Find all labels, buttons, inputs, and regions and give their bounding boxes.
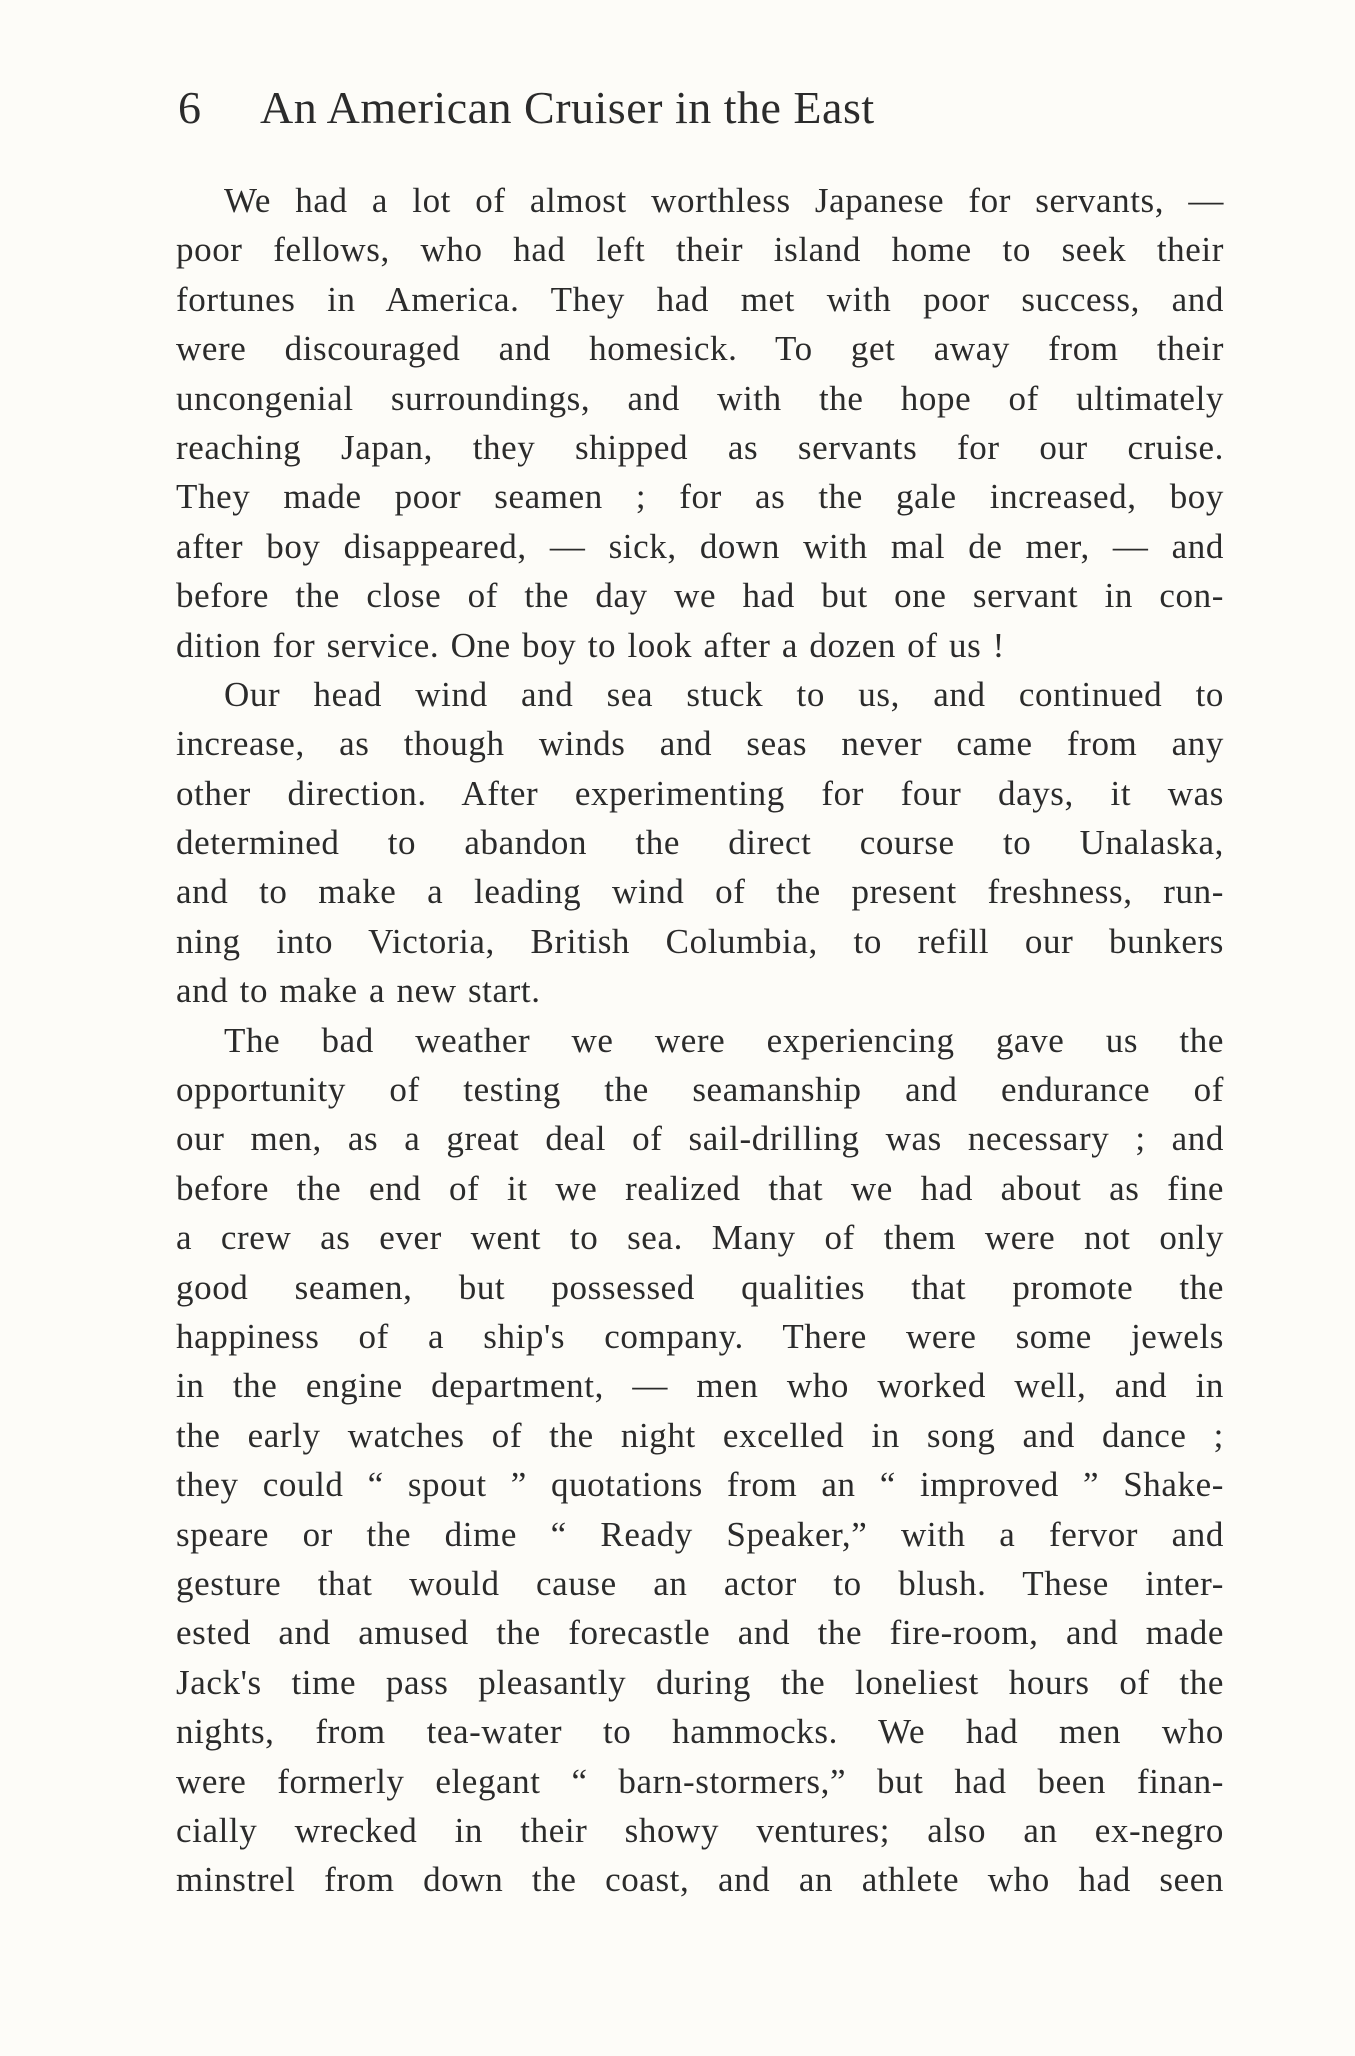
text-line: speare or the dime “ Ready Speaker,” with a fervor and (176, 1514, 1224, 1554)
text-line: ning into Victoria, British Columbia, to refill our bunkers (176, 921, 1224, 961)
running-head (178, 78, 1228, 138)
text-line: happiness of a ship's company. There were some jewels (176, 1316, 1224, 1356)
text-line: good seamen, but possessed qualities that promote the (176, 1267, 1224, 1307)
text-line: We had a lot of almost worthless Japanese for servants, — (224, 181, 1224, 220)
text-line: The bad weather we were experiencing gave us the (224, 1020, 1224, 1060)
text-line: in the engine department, — men who worked well, and in (176, 1366, 1224, 1406)
text-line: They made poor seamen ; for as the gale increased, boy (176, 477, 1224, 517)
text-line: reaching Japan, they shipped as servants for our cruise. (176, 427, 1224, 467)
paragraph (176, 1016, 1224, 1905)
text-line: uncongenial surroundings, and with the hope of ultimately (176, 378, 1224, 418)
text-line: fortunes in America. They had met with poor success, and (176, 279, 1224, 319)
text-line: the early watches of the night excelled in song and dance ; (176, 1415, 1224, 1455)
text-line: and to make a leading wind of the present freshness, run- (176, 872, 1224, 912)
text-line: determined to abandon the direct course to Unalaska, (176, 823, 1224, 863)
text-line: gesture that would cause an actor to blush. These inter- (176, 1563, 1224, 1603)
text-line: were formerly elegant “ barn-stormers,” but had been finan- (176, 1761, 1224, 1801)
text-line: other direction. After experimenting for four days, it was (176, 773, 1224, 813)
text-line: opportunity of testing the seamanship and endurance of (176, 1070, 1224, 1110)
text-line: they could “ spout ” quotations from an “ improved ” Shake- (176, 1465, 1224, 1505)
body-text (176, 176, 1224, 1905)
text-line: a crew as ever went to sea. Many of them were not only (176, 1218, 1224, 1258)
text-line: our men, as a great deal of sail-drilling was necessary ; and (176, 1119, 1224, 1159)
text-line: and to make a new start. (176, 971, 541, 1011)
book-title: An American Cruiser in the East (260, 82, 875, 133)
text-line: before the end of it we realized that we had about as fine (176, 1168, 1224, 1208)
text-line: increase, as though winds and seas never came from any (176, 724, 1224, 764)
paragraph (176, 176, 1224, 670)
text-line: Our head wind and sea stuck to us, and continued to (224, 674, 1224, 714)
text-line: Jack's time pass pleasantly during the loneliest hours of the (176, 1662, 1224, 1702)
text-line: dition for service. One boy to look after a dozen of us ! (176, 625, 1005, 665)
paragraph (176, 670, 1224, 1016)
text-line: were discouraged and homesick. To get away from their (176, 329, 1224, 369)
text-line: after boy disappeared, — sick, down with mal de mer, — and (176, 526, 1224, 566)
text-line: cially wrecked in their showy ventures; also an ex-negro (176, 1810, 1224, 1850)
text-line: poor fellows, who had left their island home to seek their (176, 230, 1224, 270)
text-line: minstrel from down the coast, and an athlete who had seen (176, 1860, 1224, 1900)
text-line: before the close of the day we had but one servant in con- (176, 576, 1224, 616)
page-number: 6 (178, 82, 202, 133)
text-line: nights, from tea-water to hammocks. We had men who (176, 1712, 1224, 1752)
text-line: ested and amused the forecastle and the fire-room, and made (176, 1613, 1224, 1653)
